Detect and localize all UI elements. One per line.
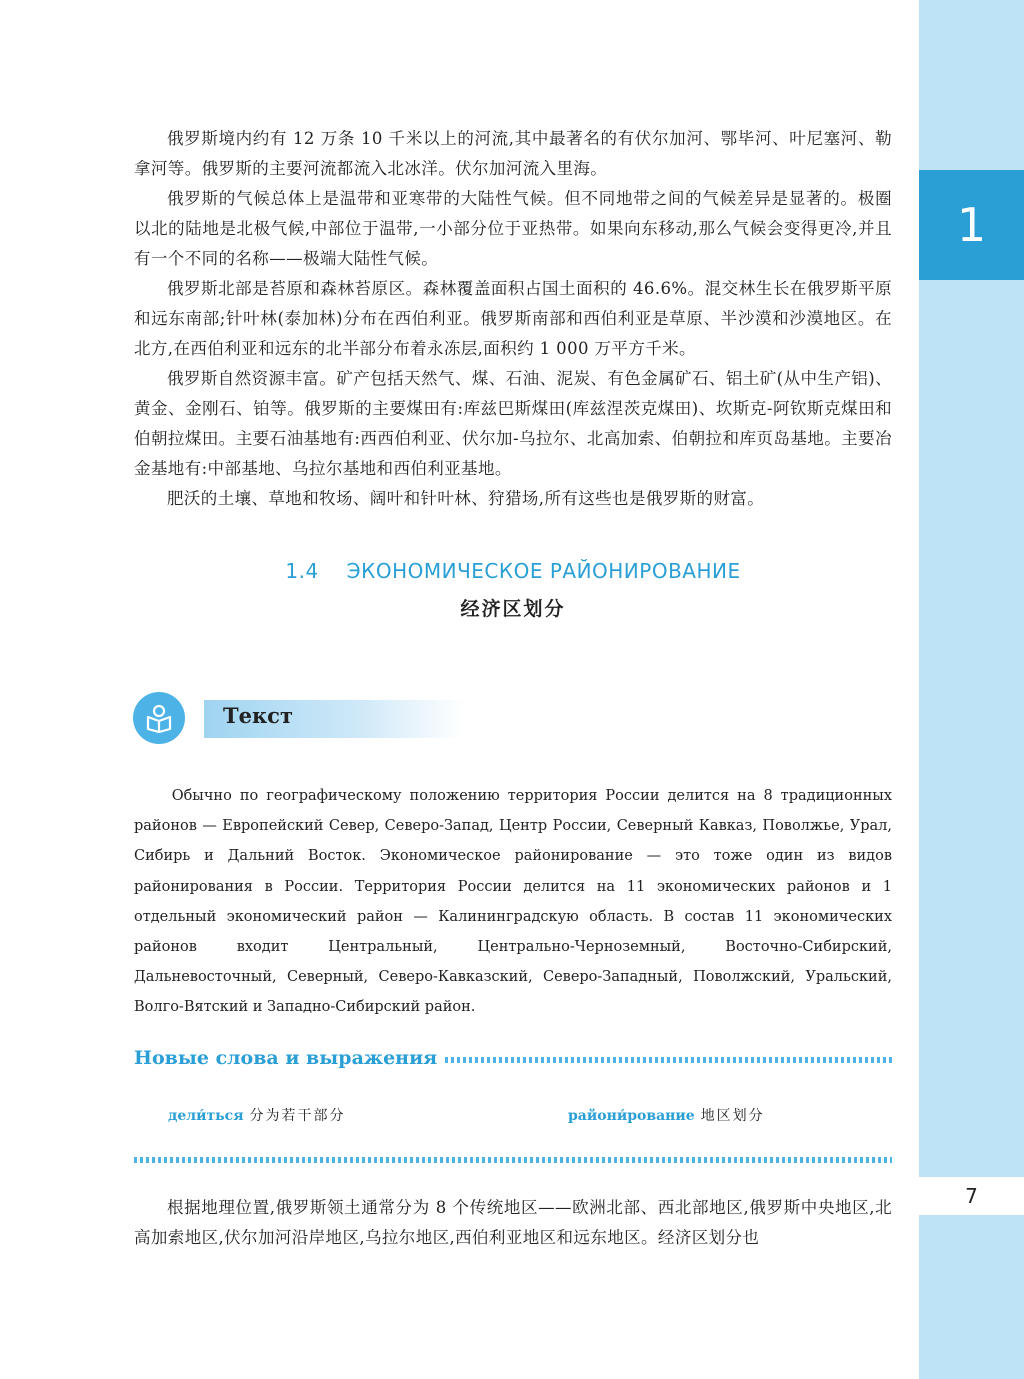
reading-person-icon bbox=[133, 692, 185, 744]
paragraph-resources: 俄罗斯自然资源丰富。矿产包括天然气、煤、石油、泥炭、有色金属矿石、铝土矿(从中生产铝)、黄金、金刚石、铂等。俄罗斯的主要煤田有:库兹巴斯煤田(库兹涅茨克煤田)、坎斯克-阿钦斯克煤田和伯朝拉煤田。主要石油基地有:西西伯利亚、伏尔加-乌拉尔、北高加索、伯朝拉和库页岛基地。主要冶金基地有:中部基地、乌拉尔基地和西伯利亚基地。 bbox=[134, 369, 892, 478]
page-number: 7 bbox=[919, 1177, 1024, 1215]
text-badge bbox=[133, 692, 463, 746]
main-content bbox=[134, 124, 892, 621]
paragraph-rivers: 俄罗斯境内约有 12 万条 10 千米以上的河流,其中最著名的有伏尔加河、鄂毕河、叶尼塞河、勒拿河等。俄罗斯的主要河流都流入北冰洋。伏尔加河流入里海。 bbox=[134, 129, 892, 178]
paragraph-wealth: 肥沃的土壤、草地和牧场、阔叶和针叶林、狩猎场,所有这些也是俄罗斯的财富。 bbox=[167, 489, 765, 508]
bottom-text-block bbox=[134, 1193, 892, 1253]
paragraph-climate: 俄罗斯的气候总体上是温带和亚寒带的大陆性气候。但不同地带之间的气候差异是显著的。极圈以北的陆地是北极气候,中部位于温带,一小部分位于亚热带。如果向东移动,那么气候会变得更冷,并且有一个不同的名称——极端大陆性气候。 bbox=[134, 189, 892, 268]
vocabulary-term: райони́рование bbox=[568, 1108, 695, 1124]
russian-text-block bbox=[134, 781, 892, 1023]
vocabulary-header bbox=[134, 1043, 892, 1073]
vocabulary-definition: 分为若干部分 bbox=[249, 1108, 346, 1124]
dotted-divider-bottom bbox=[134, 1157, 892, 1163]
vocabulary-term: дели́ться bbox=[168, 1108, 244, 1124]
section-title-ru-text: ЭКОНОМИЧЕСКОЕ РАЙОНИРОВАНИЕ bbox=[346, 559, 741, 583]
chapter-tab: 1 bbox=[919, 170, 1024, 280]
section-title-ru bbox=[134, 556, 892, 586]
russian-paragraph: Обычно по географическому положению территория России делится на 8 традиционных районов — Европейский Север, Северо-Запад, Центр России, Северный Кавказ, Поволжье, Урал, Сибирь и Дальний Восток. Экономическое районирование — это тоже один из видов районирования в России. Территория России делится на 11 экономических районов и 1 отдельный экономический район — Калининградскую область. В состав 11 экономических районов входит Центральный, Центрально-Черноземный, Восточно-Сибирский, Дальневосточный, Северный, Северо-Кавказский, Северо-Западный, Поволжский, Уральский, Волго-Вятский и Западно-Сибирский район. bbox=[134, 788, 892, 1016]
paragraph-regions: 根据地理位置,俄罗斯领土通常分为 8 个传统地区——欧洲北部、西北部地区,俄罗斯中央地区,北高加索地区,伏尔加河沿岸地区,乌拉尔地区,西伯利亚地区和远东地区。经济区划分也 bbox=[134, 1198, 892, 1247]
badge-label: Текст bbox=[223, 703, 293, 728]
vocabulary-title: Новые слова и выражения bbox=[134, 1047, 438, 1069]
vocabulary-list bbox=[168, 1105, 868, 1131]
vocabulary-item bbox=[568, 1105, 765, 1125]
section-title-cn: 经济区划分 bbox=[460, 598, 566, 620]
vocabulary-definition: 地区划分 bbox=[700, 1108, 765, 1124]
section-number: 1.4 bbox=[285, 559, 319, 583]
vocabulary-item bbox=[168, 1105, 346, 1125]
dotted-divider bbox=[445, 1057, 892, 1063]
section-heading bbox=[134, 556, 892, 621]
paragraph-vegetation: 俄罗斯北部是苔原和森林苔原区。森林覆盖面积占国土面积的 46.6%。混交林生长在俄罗斯平原和远东南部;针叶林(泰加林)分布在西伯利亚。俄罗斯南部和西伯利亚是草原、半沙漠和沙漠地区。在北方,在西伯利亚和远东的北半部分布着永冻层,面积约 1 000 万平方千米。 bbox=[134, 279, 892, 358]
